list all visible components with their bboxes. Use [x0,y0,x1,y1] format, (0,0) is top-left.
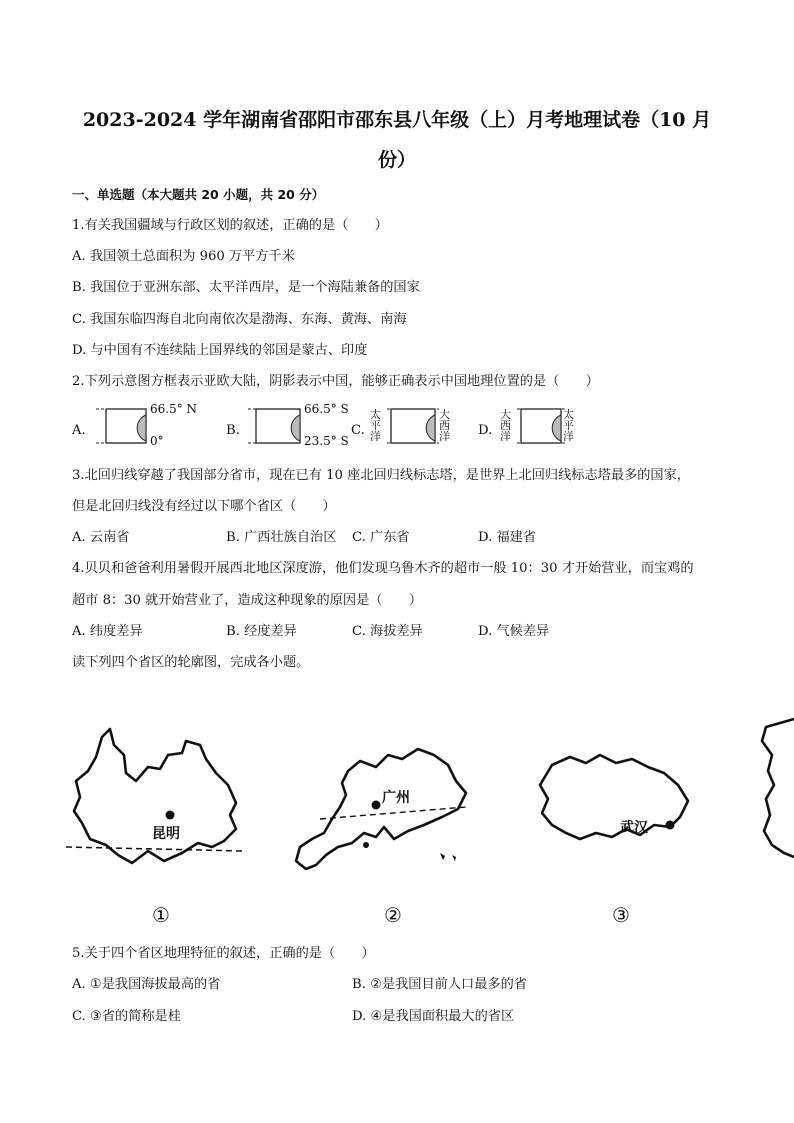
reading-intro: 读下列四个省区的轮廓图，完成各小题。 [72,655,310,670]
diagram-d-left-text: 大 西 洋 [500,408,511,443]
province-map-guangdong [290,715,480,889]
q4-stem-line-1: 4.贝贝和爸爸利用暑假开展西北地区深度游，他们发现乌鲁木齐的超市一般 10：30 才开始营业，而宝鸡的 [72,561,694,576]
q4-option-b[interactable]: B. 经度差异 [226,624,297,639]
q3-option-c[interactable]: C. 广东省 [352,530,410,545]
title-line-1: 2023-2024 学年湖南省邵阳市邵东县八年级（上）月考地理试卷（10 月 [82,109,712,131]
diagram-b-bottom-label: 23.5° S [304,434,349,448]
map1-number: ① [152,903,170,927]
map3-city-label: 武汉 [620,820,648,836]
q5-option-d[interactable]: D. ④是我国面积最大的省区 [352,1009,515,1024]
q4-option-a[interactable]: A. 纬度差异 [72,624,143,639]
q3-stem-line-1: 3.北回归线穿越了我国部分省市，现在已有 10 座北回归线标志塔，是世界上北回归线标志塔最多的国家， [72,468,690,483]
q2-diagram-a[interactable] [96,401,206,453]
diagram-b-top-label: 66.5° S [304,402,349,416]
page-title [40,100,754,180]
q1-option-a[interactable]: A. 我国领土总面积为 960 万平方千米 [72,249,295,264]
title-line-2: 份） [377,149,416,171]
province-map-4-partial [758,715,794,879]
q5-option-c[interactable]: C. ③省的简称是桂 [72,1009,181,1024]
q4-option-d[interactable]: D. 气候差异 [478,624,550,639]
q1-option-c[interactable]: C. 我国东临四海自北向南依次是渤海、东海、黄海、南海 [72,312,407,327]
q2-option-b-letter[interactable]: B. [226,423,240,438]
q2-diagram-b[interactable] [248,401,358,453]
q2-stem: 2.下列示意图方框表示亚欧大陆，阴影表示中国，能够正确表示中国地理位置的是（ ） [72,374,599,389]
q2-option-d-letter[interactable]: D. [478,423,493,438]
province-map-yunnan [66,715,256,889]
q3-option-d[interactable]: D. 福建省 [478,530,537,545]
diagram-a-top-label: 66.5° N [150,402,198,416]
diagram-c-right-text: 大 西 洋 [439,408,450,443]
q3-stem-line-2: 但是北回归线没有经过以下哪个省区（ ） [72,499,336,514]
map2-city-label: 广州 [382,790,410,806]
q5-option-a[interactable]: A. ①是我国海拔最高的省 [72,977,221,992]
q1-option-b[interactable]: B. 我国位于亚洲东部、太平洋西岸，是一个海陆兼备的国家 [72,280,420,295]
q3-option-b[interactable]: B. 广西壮族自治区 [226,530,337,545]
province-map-hubei [530,715,710,879]
section-heading: 一、单选题（本大题共 20 小题，共 20 分） [72,187,325,202]
q5-stem: 5.关于四个省区地理特征的叙述，正确的是（ ） [72,946,375,961]
diagram-d-right-text: 太 平 洋 [563,408,574,443]
q2-option-c-letter[interactable]: C. [351,423,365,438]
q4-stem-line-2: 超市 8：30 就开始营业了，造成这种现象的原因是（ ） [72,593,423,608]
map3-number: ③ [612,903,630,927]
map2-number: ② [384,903,402,927]
map1-city-label: 昆明 [152,826,180,842]
hubei-outline [530,715,710,875]
q2-option-a-letter[interactable]: A. [72,423,86,438]
diagram-a-bottom-label: 0° [150,434,164,448]
q4-option-c[interactable]: C. 海拔差异 [352,624,423,639]
diagram-c-left-text: 太 平 洋 [370,408,381,443]
q1-stem: 1.有关我国疆域与行政区划的叙述，正确的是（ ） [72,218,388,233]
yunnan-outline [66,715,256,885]
diagram-c-graphic [385,401,445,449]
q1-option-d[interactable]: D. 与中国有不连续陆上国界线的邻国是蒙古、印度 [72,343,368,358]
province4-outline [758,715,794,875]
q3-option-a[interactable]: A. 云南省 [72,530,130,545]
q5-option-b[interactable]: B. ②是我国目前人口最多的省 [352,977,527,992]
